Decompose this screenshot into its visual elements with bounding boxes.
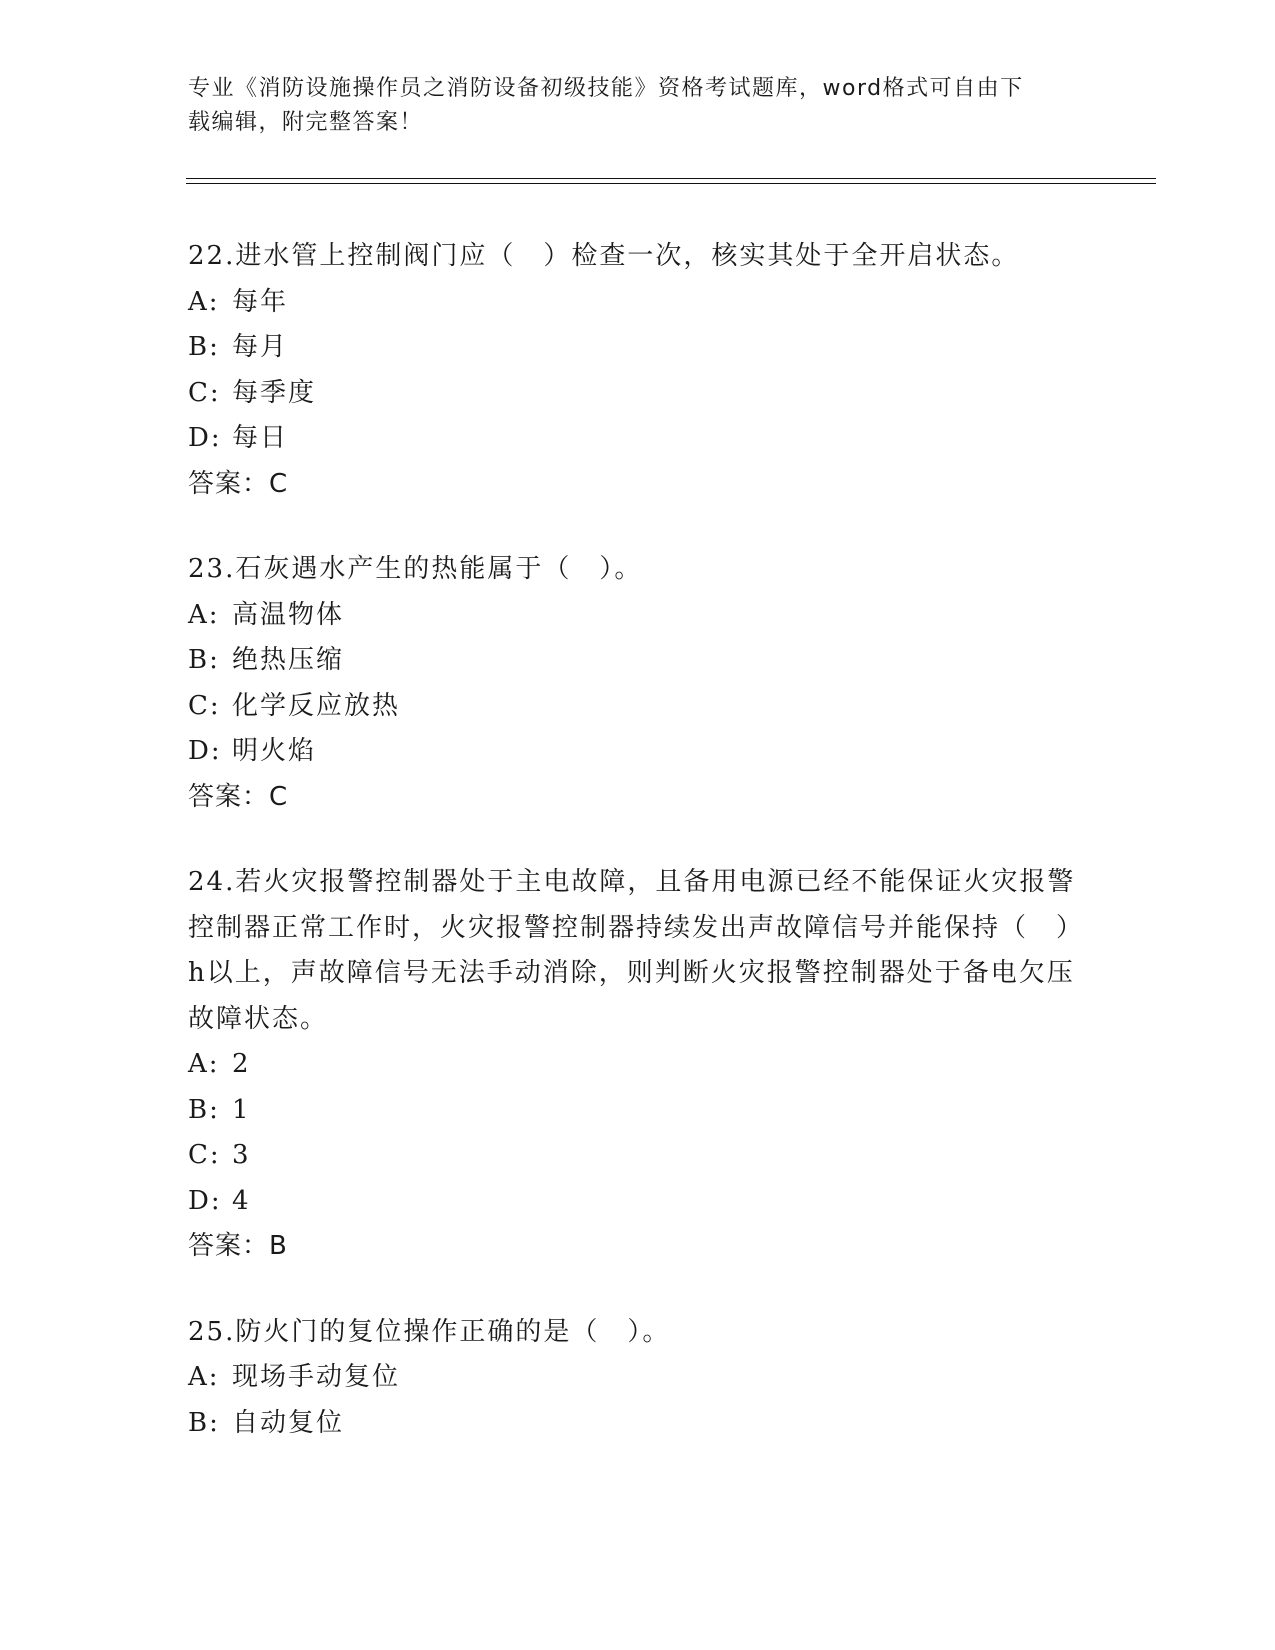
option-text: 高温物体 bbox=[232, 599, 345, 630]
question-text: 24.若火灾报警控制器处于主电故障，且备用电源已经不能保证火灾报警控制器正常工作时，火灾报警控制器持续发出声故障信号并能保持（ ）h以上，声故障信号无法手动消除，则判断火灾报警控制器处于备电欠压故障状态。 bbox=[188, 867, 1085, 1034]
option-text: 每年 bbox=[232, 286, 289, 317]
document-header bbox=[188, 72, 1068, 140]
option-letter: A: bbox=[188, 1362, 220, 1392]
option-text: 每日 bbox=[232, 423, 289, 453]
option-text: 1 bbox=[232, 1094, 251, 1125]
option-text: 每月 bbox=[232, 332, 289, 362]
option-letter: B: bbox=[188, 332, 220, 362]
option-letter: C: bbox=[188, 1140, 221, 1170]
header-line-2: 载编辑，附完整答案！ bbox=[188, 110, 424, 135]
question-23 bbox=[188, 547, 1088, 820]
option-c bbox=[188, 1133, 1088, 1179]
option-a bbox=[188, 1355, 1088, 1401]
option-text: 自动复位 bbox=[232, 1407, 345, 1438]
header-line-1: 专业《消防设施操作员之消防设备初级技能》资格考试题库，word格式可自由下 bbox=[188, 76, 1024, 101]
option-letter: A: bbox=[188, 599, 220, 630]
option-letter: B: bbox=[188, 1094, 220, 1125]
option-letter: D: bbox=[188, 423, 222, 453]
option-b bbox=[188, 1401, 1088, 1447]
option-b bbox=[188, 1088, 1088, 1134]
option-letter: D: bbox=[188, 1185, 222, 1216]
option-text: 每季度 bbox=[232, 377, 317, 408]
option-a bbox=[188, 280, 1088, 326]
option-c bbox=[188, 371, 1088, 417]
option-letter: A: bbox=[188, 1049, 220, 1079]
question-25 bbox=[188, 1310, 1088, 1447]
option-letter: B: bbox=[188, 1407, 220, 1438]
option-d bbox=[188, 416, 1088, 462]
answer-line: 答案：C bbox=[188, 468, 289, 499]
option-text: 现场手动复位 bbox=[232, 1362, 401, 1392]
question-24 bbox=[188, 860, 1088, 1270]
option-letter: D: bbox=[188, 736, 222, 766]
header-divider-top bbox=[186, 178, 1156, 179]
option-letter: C: bbox=[188, 377, 221, 408]
option-text: 明火焰 bbox=[232, 736, 317, 766]
option-letter: B: bbox=[188, 645, 220, 675]
option-letter: A: bbox=[188, 286, 220, 317]
option-b bbox=[188, 325, 1088, 371]
question-list bbox=[188, 234, 1088, 1486]
answer-line: 答案：C bbox=[188, 781, 289, 812]
option-d bbox=[188, 1179, 1088, 1225]
option-text: 4 bbox=[232, 1185, 251, 1216]
option-a bbox=[188, 1042, 1088, 1088]
option-text: 化学反应放热 bbox=[232, 690, 401, 721]
option-d bbox=[188, 729, 1088, 775]
option-a bbox=[188, 593, 1088, 639]
question-text: 25.防火门的复位操作正确的是（ ）。 bbox=[188, 1316, 671, 1347]
option-letter: C: bbox=[188, 690, 221, 721]
question-text: 23.石灰遇水产生的热能属于（ ）。 bbox=[188, 554, 643, 584]
question-22 bbox=[188, 234, 1088, 507]
answer-line: 答案：B bbox=[188, 1231, 288, 1261]
option-text: 3 bbox=[232, 1140, 251, 1170]
option-b bbox=[188, 638, 1088, 684]
option-text: 绝热压缩 bbox=[232, 645, 345, 675]
option-text: 2 bbox=[232, 1049, 251, 1079]
question-text: 22.进水管上控制阀门应（ ）检查一次，核实其处于全开启状态。 bbox=[188, 241, 1020, 271]
header-divider-bottom bbox=[186, 183, 1156, 184]
option-c bbox=[188, 684, 1088, 730]
